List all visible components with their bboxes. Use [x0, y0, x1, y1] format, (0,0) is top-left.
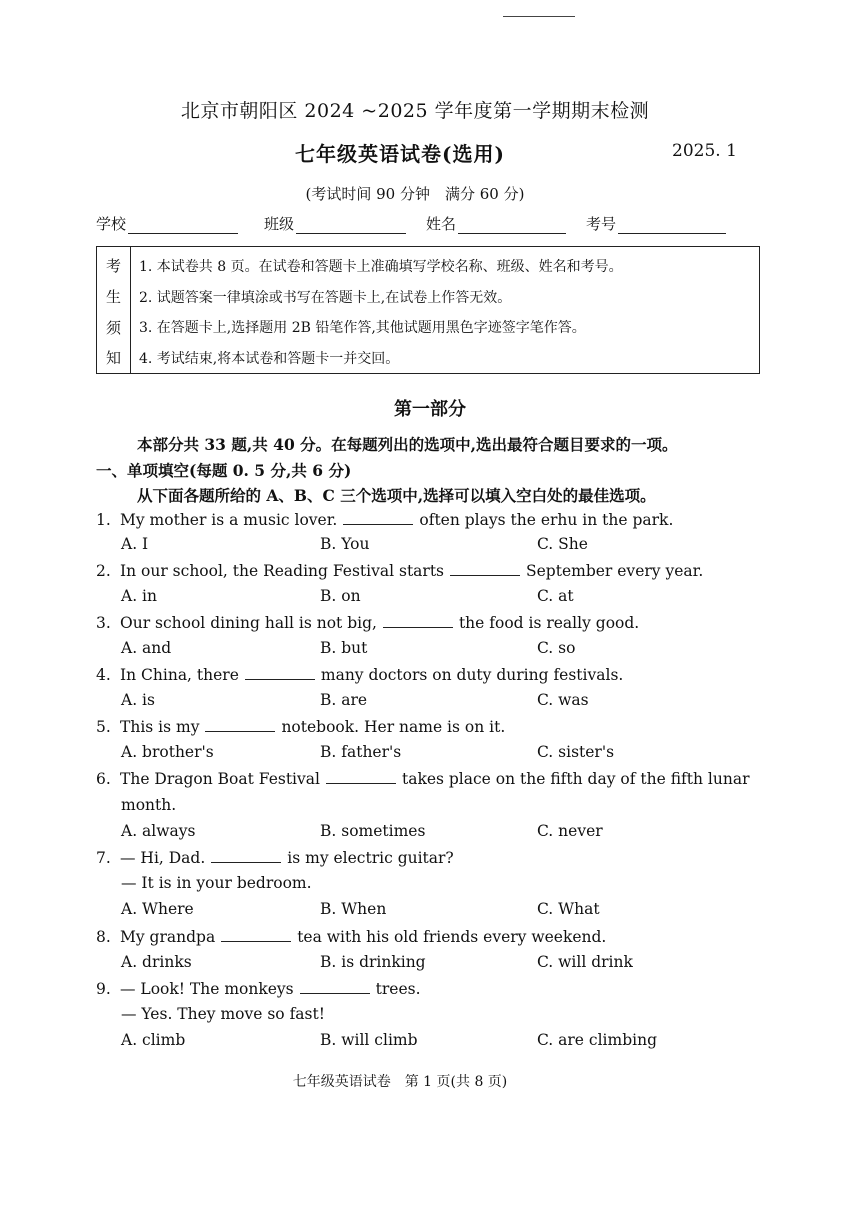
answer-blank[interactable] — [343, 510, 413, 525]
name-label: 姓名 — [426, 215, 457, 233]
option-a[interactable]: A. always — [121, 822, 196, 840]
answer-blank[interactable] — [450, 561, 520, 576]
question-1 — [96, 510, 673, 529]
class-label: 班级 — [264, 215, 295, 233]
option-a[interactable]: A. in — [121, 587, 157, 605]
answer-blank[interactable] — [383, 613, 453, 628]
page-footer: 七年级英语试卷 第 1 页(共 8 页) — [292, 1074, 508, 1090]
name-blank[interactable] — [458, 217, 566, 234]
option-a[interactable]: A. brother's — [121, 743, 214, 761]
option-b[interactable]: B. sometimes — [320, 822, 426, 840]
option-a[interactable]: A. and — [121, 639, 172, 657]
answer-blank[interactable] — [205, 717, 275, 732]
top-rule — [503, 16, 575, 17]
school-label: 学校 — [96, 215, 127, 233]
notice-head-char: 须 — [105, 319, 121, 337]
option-b[interactable]: B. will climb — [320, 1031, 418, 1049]
question-text: — Hi, Dad. — [120, 849, 206, 867]
dialogue-reply: — It is in your bedroom. — [121, 874, 312, 892]
question-8 — [96, 927, 606, 946]
question-text: takes place on the fifth day of the fifth lunar — [401, 770, 750, 788]
option-c[interactable]: C. She — [537, 535, 588, 553]
question-text: — Look! The monkeys — [120, 980, 294, 998]
notice-heading — [97, 247, 131, 373]
option-b[interactable]: B. father's — [320, 743, 402, 761]
question-9 — [96, 979, 421, 998]
student-info-fields — [96, 213, 736, 235]
question-text: This is my — [120, 718, 200, 736]
class-blank[interactable] — [296, 217, 406, 234]
option-c[interactable]: C. was — [537, 691, 589, 709]
option-c[interactable]: C. so — [537, 639, 576, 657]
section-instruction: 从下面各题所给的 A、B、C 三个选项中,选择可以填入空白处的最佳选项。 — [137, 486, 656, 505]
option-a[interactable]: A. I — [121, 535, 149, 553]
option-c[interactable]: C. at — [537, 587, 574, 605]
question-number: 1. — [96, 511, 111, 529]
question-number: 7. — [96, 849, 111, 867]
question-text: My grandpa — [120, 928, 216, 946]
exam-no-blank[interactable] — [618, 217, 726, 234]
notice-box — [96, 246, 760, 374]
school-field[interactable] — [96, 213, 238, 234]
question-text: often plays the erhu in the park. — [419, 511, 674, 529]
option-a[interactable]: A. climb — [121, 1031, 186, 1049]
exam-subtitle: 七年级英语试卷(选用) — [295, 142, 505, 166]
exam-time-note: (考试时间 90 分钟 满分 60 分) — [305, 185, 525, 203]
exam-no-label: 考号 — [586, 215, 617, 233]
option-b[interactable]: B. When — [320, 900, 387, 918]
exam-no-field[interactable] — [586, 213, 726, 234]
question-6-continued: month. — [121, 796, 177, 814]
question-text: the food is really good. — [458, 614, 640, 632]
option-c[interactable]: C. never — [537, 822, 603, 840]
question-6 — [96, 769, 750, 788]
notice-item: 4. 考试结束,将本试卷和答题卡一并交回。 — [139, 351, 400, 367]
question-5 — [96, 717, 505, 736]
question-7 — [96, 848, 454, 867]
option-b[interactable]: B. but — [320, 639, 368, 657]
option-b[interactable]: B. on — [320, 587, 361, 605]
question-2 — [96, 561, 703, 580]
question-text: My mother is a music lover. — [120, 511, 338, 529]
option-b[interactable]: B. is drinking — [320, 953, 426, 971]
option-a[interactable]: A. is — [121, 691, 155, 709]
section-heading: 一、单项填空(每题 0. 5 分,共 6 分) — [96, 461, 352, 480]
answer-blank[interactable] — [221, 927, 291, 942]
part-title: 第一部分 — [394, 399, 466, 420]
question-text: September every year. — [526, 562, 704, 580]
question-text: In our school, the Reading Festival starts — [120, 562, 445, 580]
school-blank[interactable] — [128, 217, 238, 234]
question-text: tea with his old friends every weekend. — [297, 928, 607, 946]
exam-title: 北京市朝阳区 2024 ~2025 学年度第一学期期末检测 — [180, 100, 650, 122]
class-field[interactable] — [264, 213, 406, 234]
question-text: The Dragon Boat Festival — [120, 770, 320, 788]
question-number: 5. — [96, 718, 111, 736]
option-a[interactable]: A. drinks — [121, 953, 192, 971]
question-number: 6. — [96, 770, 111, 788]
question-3 — [96, 613, 639, 632]
option-c[interactable]: C. What — [537, 900, 600, 918]
notice-head-char: 知 — [105, 349, 121, 367]
answer-blank[interactable] — [245, 665, 315, 680]
notice-head-char: 考 — [105, 257, 121, 275]
option-b[interactable]: B. are — [320, 691, 368, 709]
question-number: 2. — [96, 562, 111, 580]
question-text: notebook. Her name is on it. — [281, 718, 506, 736]
option-b[interactable]: B. You — [320, 535, 370, 553]
answer-blank[interactable] — [326, 769, 396, 784]
question-number: 3. — [96, 614, 111, 632]
question-number: 4. — [96, 666, 111, 684]
exam-date: 2025. 1 — [672, 141, 737, 161]
option-a[interactable]: A. Where — [121, 900, 194, 918]
question-number: 9. — [96, 980, 111, 998]
question-text: Our school dining hall is not big, — [120, 614, 377, 632]
question-number: 8. — [96, 928, 111, 946]
question-text: is my electric guitar? — [287, 849, 454, 867]
question-text: In China, there — [120, 666, 239, 684]
dialogue-reply: — Yes. They move so fast! — [121, 1005, 325, 1023]
answer-blank[interactable] — [300, 979, 370, 994]
question-text: trees. — [375, 980, 421, 998]
notice-head-char: 生 — [105, 288, 121, 306]
notice-item: 2. 试题答案一律填涂或书写在答题卡上,在试卷上作答无效。 — [139, 290, 512, 306]
part-intro: 本部分共 33 题,共 40 分。在每题列出的选项中,选出最符合题目要求的一项。 — [137, 435, 678, 454]
notice-item: 1. 本试卷共 8 页。在试卷和答题卡上准确填写学校名称、班级、姓名和考号。 — [139, 259, 623, 275]
question-4 — [96, 665, 623, 684]
option-c[interactable]: C. are climbing — [537, 1031, 657, 1049]
name-field[interactable] — [426, 213, 566, 234]
option-c[interactable]: C. will drink — [537, 953, 633, 971]
option-c[interactable]: C. sister's — [537, 743, 615, 761]
question-text: many doctors on duty during festivals. — [320, 666, 624, 684]
notice-item: 3. 在答题卡上,选择题用 2B 铅笔作答,其他试题用黑色字迹签字笔作答。 — [139, 320, 586, 336]
answer-blank[interactable] — [211, 848, 281, 863]
